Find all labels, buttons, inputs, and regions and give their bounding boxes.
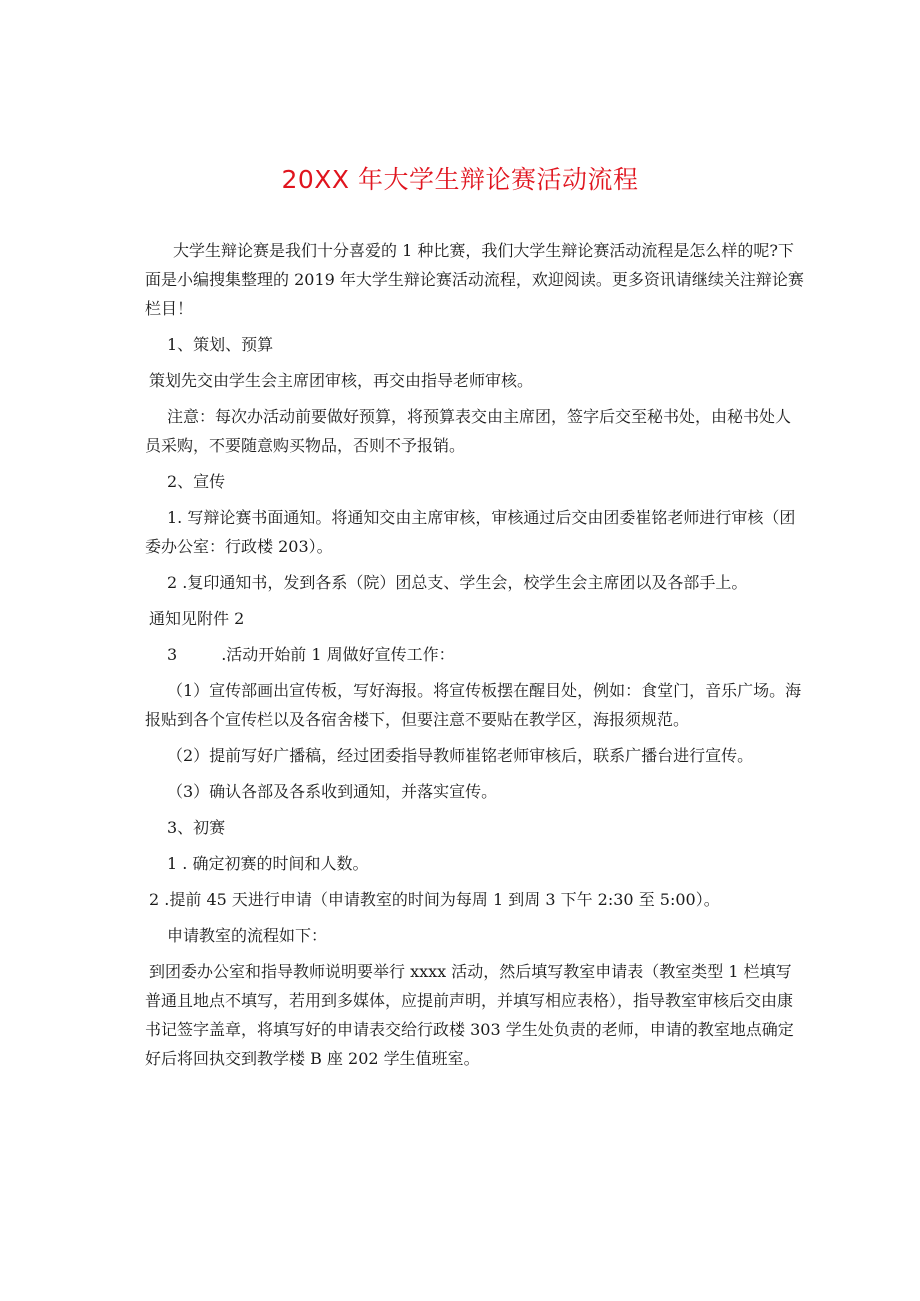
section-2-item-3-number: 3 — [167, 645, 178, 664]
section-2-subitem-2: （2）提前写好广播稿，经过团委指导教师崔铭老师审核后，联系广播台进行宣传。 — [167, 746, 754, 765]
section-3-flow-paragraph: 到团委办公室和指导教师说明要举行 xxxx 活动，然后填写教室申请表（教室类型 1 栏填写普通且地点不填写，若用到多媒体，应提前声明，并填写相应表格），指导教室审核后交由康书记签字盖章，将填写好的申请表交给行政楼 303 学生处负责的老师，申请的教室地点确定好后将回执交到教学楼 B 座 202 学生值班室。 — [145, 962, 794, 1068]
document-body — [145, 236, 805, 1080]
section-1-heading: 1、策划、预算 — [167, 335, 274, 354]
section-3-item-2: 2 .提前 45 天进行申请（申请教室的时间为每周 1 到周 3 下午 2:30 至 5:00）。 — [149, 890, 720, 909]
section-2-item-1: 1. 写辩论赛书面通知。将通知交由主席审核，审核通过后交由团委崔铭老师进行审核（团委办公室：行政楼 203）。 — [145, 508, 796, 556]
section-1-note: 注意：每次办活动前要做好预算，将预算表交由主席团，签字后交至秘书处，由秘书处人员采购，不要随意购买物品，否则不予报销。 — [145, 407, 792, 455]
document-title: 20XX 年大学生辩论赛活动流程 — [281, 165, 639, 194]
section-3-heading: 3、初赛 — [167, 818, 226, 837]
section-2-heading: 2、宣传 — [167, 472, 226, 491]
section-3-item-1: 1 . 确定初赛的时间和人数。 — [167, 854, 369, 873]
section-2-item-3-text: .活动开始前 1 周做好宣传工作： — [221, 645, 455, 664]
section-2-attachment-note: 通知见附件 2 — [149, 609, 245, 628]
section-3-flow-heading: 申请教室的流程如下： — [167, 926, 328, 945]
section-2-item-2: 2 .复印通知书，发到各系（院）团总支、学生会，校学生会主席团以及各部手上。 — [167, 573, 748, 592]
section-2-item-3 — [145, 640, 805, 669]
section-1-paragraph: 策划先交由学生会主席团审核，再交由指导老师审核。 — [149, 371, 534, 390]
intro-paragraph: 大学生辩论赛是我们十分喜爱的 1 种比赛，我们大学生辩论赛活动流程是怎么样的呢?下面是小编搜集整理的 2019 年大学生辩论赛活动流程，欢迎阅读。更多资讯请继续关注辩论赛栏目！ — [145, 241, 804, 318]
section-2-subitem-3: （3）确认各部及各系收到通知，并落实宣传。 — [167, 782, 498, 801]
section-2-subitem-1: （1）宣传部画出宣传板，写好海报。将宣传板摆在醒目处，例如：食堂门，音乐广场。海报贴到各个宣传栏以及各宿舍楼下，但要注意不要贴在教学区，海报须规范。 — [145, 681, 802, 729]
